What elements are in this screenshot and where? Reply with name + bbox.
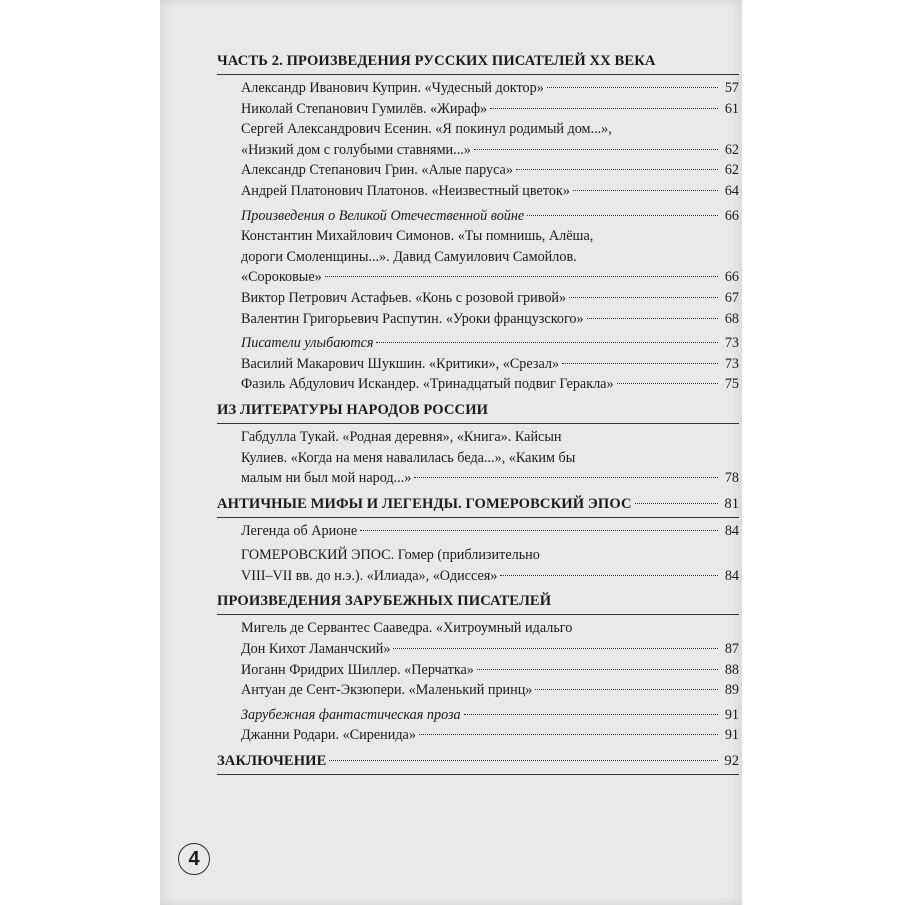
toc-entry: Дон Кихот Ламанчский» 87 <box>241 641 739 658</box>
toc-entry: дороги Смоленщины...». Давид Самуилович Самойлов. <box>241 248 577 265</box>
toc-entry: Константин Михайлович Симонов. «Ты помнишь, Алёша, <box>241 228 594 245</box>
dot-leader <box>376 342 718 343</box>
section-rule <box>217 774 739 775</box>
dot-leader <box>393 648 718 649</box>
dot-leader <box>329 760 718 761</box>
dot-leader <box>414 477 718 478</box>
dot-leader <box>516 169 718 170</box>
section-heading-conclusion: ЗАКЛЮЧЕНИЕ 92 <box>217 753 739 770</box>
toc-entry: Джанни Родари. «Сиренида» 91 <box>241 727 739 744</box>
dot-leader <box>547 87 718 88</box>
dot-leader <box>527 215 718 216</box>
toc-entry: «Низкий дом с голубыми ставнями...» 62 <box>241 141 739 158</box>
toc-entry: Виктор Петрович Астафьев. «Конь с розовой гривой» 67 <box>241 289 739 306</box>
toc-entry: «Сороковые» 66 <box>241 269 739 286</box>
toc-entry: Легенда об Арионе 84 <box>241 522 739 539</box>
page-number: 4 <box>188 847 200 870</box>
section-rule <box>217 614 739 615</box>
dot-leader <box>635 503 718 504</box>
dot-leader <box>573 190 718 191</box>
dot-leader <box>464 714 718 715</box>
toc-entry: Габдулла Тукай. «Родная деревня», «Книга». Кайсын <box>241 428 562 445</box>
section-rule <box>217 517 739 518</box>
dot-leader <box>587 318 718 319</box>
dot-leader <box>490 108 718 109</box>
section-heading-antique: АНТИЧНЫЕ МИФЫ И ЛЕГЕНДЫ. ГОМЕРОВСКИЙ ЭПОС 81 <box>217 495 739 512</box>
toc-entry: Александр Степанович Грин. «Алые паруса» 62 <box>241 162 739 179</box>
dot-leader <box>360 530 718 531</box>
toc-entry: Кулиев. «Когда на меня навалилась беда...», «Каким бы <box>241 449 576 466</box>
dot-leader <box>569 297 718 298</box>
toc-entry: Николай Степанович Гумилёв. «Жираф» 61 <box>241 100 739 117</box>
section-heading-foreign: ПРОИЗВЕДЕНИЯ ЗАРУБЕЖНЫХ ПИСАТЕЛЕЙ <box>217 593 552 610</box>
section-heading-part2: ЧАСТЬ 2. ПРОИЗВЕДЕНИЯ РУССКИХ ПИСАТЕЛЕЙ XX ВЕКА <box>217 53 656 69</box>
dot-leader <box>617 383 718 384</box>
toc-entry: малым ни был мой народ...» 78 <box>241 470 739 487</box>
toc-entry: Антуан де Сент-Экзюпери. «Маленький принц» 89 <box>241 682 739 699</box>
toc-entry: Валентин Григорьевич Распутин. «Уроки французского» 68 <box>241 310 739 327</box>
toc-entry: VIII–VII вв. до н.э.). «Илиада», «Одиссея» 84 <box>241 567 739 584</box>
toc-subsection: Зарубежная фантастическая проза 91 <box>241 706 739 723</box>
toc-entry: Александр Иванович Куприн. «Чудесный доктор» 57 <box>241 80 739 96</box>
dot-leader <box>500 575 718 576</box>
toc-entry: Мигель де Сервантес Сааведра. «Хитроумный идальго <box>241 620 573 637</box>
dot-leader <box>535 689 718 690</box>
toc-subsection: Произведения о Великой Отечественной войне 66 <box>241 207 739 224</box>
dot-leader <box>477 669 718 670</box>
toc-entry: Василий Макарович Шукшин. «Критики», «Срезал» 73 <box>241 355 739 372</box>
toc-entry: Фазиль Абдулович Искандер. «Тринадцатый подвиг Геракла» 75 <box>241 376 739 393</box>
dot-leader <box>325 276 718 277</box>
dot-leader <box>419 734 718 735</box>
dot-leader <box>474 149 718 150</box>
section-heading-peoples: ИЗ ЛИТЕРАТУРЫ НАРОДОВ РОССИИ <box>217 401 489 418</box>
page-number-badge <box>178 843 210 875</box>
section-rule <box>217 74 739 75</box>
toc-entry: Андрей Платонович Платонов. «Неизвестный цветок» 64 <box>241 182 739 199</box>
toc-entry: Сергей Александрович Есенин. «Я покинул родимый дом...», <box>241 121 612 138</box>
table-of-contents <box>217 50 739 778</box>
dot-leader <box>562 363 718 364</box>
toc-entry: ГОМЕРОВСКИЙ ЭПОС. Гомер (приблизительно <box>241 547 540 564</box>
section-rule <box>217 423 739 424</box>
toc-entry: Иоганн Фридрих Шиллер. «Перчатка» 88 <box>241 661 739 678</box>
toc-subsection: Писатели улыбаются 73 <box>241 335 739 352</box>
